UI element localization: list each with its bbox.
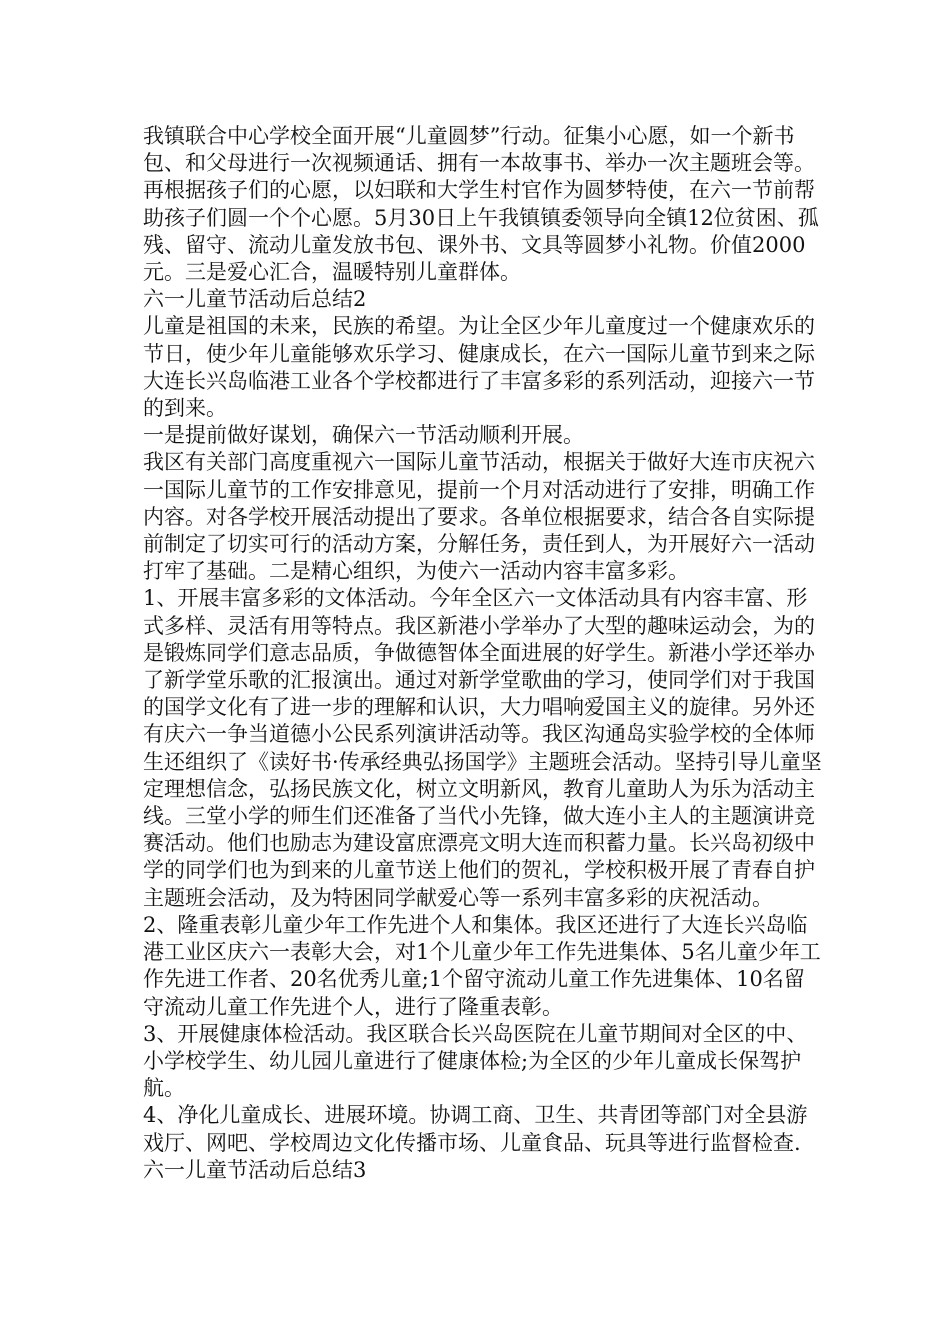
paragraph-point-1: 一是提前做好谋划，确保六一节活动顺利开展。	[143, 423, 584, 448]
section-heading-3: 六一儿童节活动后总结3	[143, 1157, 367, 1182]
paragraph-item-4: 4、净化儿童成长、进展环境。协调工商、卫生、共青团等部门对全县游戏厅、网吧、学校周边文化传播市场、儿童食品、玩具等进行监督检查.	[143, 1103, 808, 1155]
document-page	[143, 123, 823, 1184]
paragraph-item-3: 3、开展健康体检活动。我区联合长兴岛医院在儿童节期间对全区的中、小学校学生、幼儿园儿童进行了健康体检;为全区的少年儿童成长保驾护航。	[143, 1021, 808, 1101]
paragraph-intro: 我镇联合中心学校全面开展“儿童圆梦”行动。征集小心愿，如一个新书包、和父母进行一次视频通话、拥有一本故事书、举办一次主题班会等。再根据孩子们的心愿，以妇联和大学生村官作为圆梦特使，在六一节前帮助孩子们圆一个个心愿。5月30日上午我镇镇委领导向全镇12位贫困、孤残、留守、流动儿童发放书包、课外书、文具等圆梦小礼物。价值2000元。三是爱心汇合，温暖特别儿童群体。	[143, 124, 819, 285]
paragraph-planning: 我区有关部门高度重视六一国际儿童节活动，根据关于做好大连市庆祝六一国际儿童节的工作安排意见，提前一个月对活动进行了安排，明确工作内容。对各学校开展活动提出了要求。各单位根据要求，结合各自实际提前制定了切实可行的活动方案，分解任务，责任到人，为开展好六一活动打牢了基础。二是精心组织，为使六一活动内容丰富多彩。	[143, 450, 815, 584]
section-heading-2: 六一儿童节活动后总结2	[143, 287, 367, 312]
paragraph-summary-2-intro: 儿童是祖国的未来，民族的希望。为让全区少年儿童度过一个健康欢乐的节日，使少年儿童能够欢乐学习、健康成长，在六一国际儿童节到来之际大连长兴岛临港工业各个学校都进行了丰富多彩的系列活动，迎接六一节的到来。	[143, 314, 815, 421]
paragraph-item-1: 1、开展丰富多彩的文体活动。今年全区六一文体活动具有内容丰富、形式多样、灵活有用等特点。我区新港小学举办了大型的趣味运动会，为的是锻炼同学们意志品质，争做德智体全面进展的好学生。新港小学还举办了新学堂乐歌的汇报演出。通过对新学堂歌曲的学习，使同学们对于我国的国学文化有了进一步的理解和认识，大力唱响爱国主义的旋律。另外还有庆六一争当道德小公民系列演讲活动等。我区沟通岛实验学校的全体师生还组织了《读好书·传承经典弘扬国学》主题班会活动。坚持引导儿童坚定理想信念，弘扬民族文化，树立文明新风，教育儿童助人为乐为活动主线。三堂小学的师生们还准备了当代小先锋，做大连小主人的主题演讲竞赛活动。他们也励志为建设富庶漂亮文明大连而积蓄力量。长兴岛初级中学的同学们也为到来的儿童节送上他们的贺礼，学校积极开展了青春自护主题班会活动，及为特困同学献爱心等一系列丰富多彩的庆祝活动。	[143, 586, 822, 910]
paragraph-item-2: 2、隆重表彰儿童少年工作先进个人和集体。我区还进行了大连长兴岛临港工业区庆六一表彰大会，对1个儿童少年工作先进集体、5名儿童少年工作先进工作者、20名优秀儿童;1个留守流动儿童工作先进集体、10名留守流动儿童工作先进个人，进行了隆重表彰。	[143, 912, 821, 1019]
